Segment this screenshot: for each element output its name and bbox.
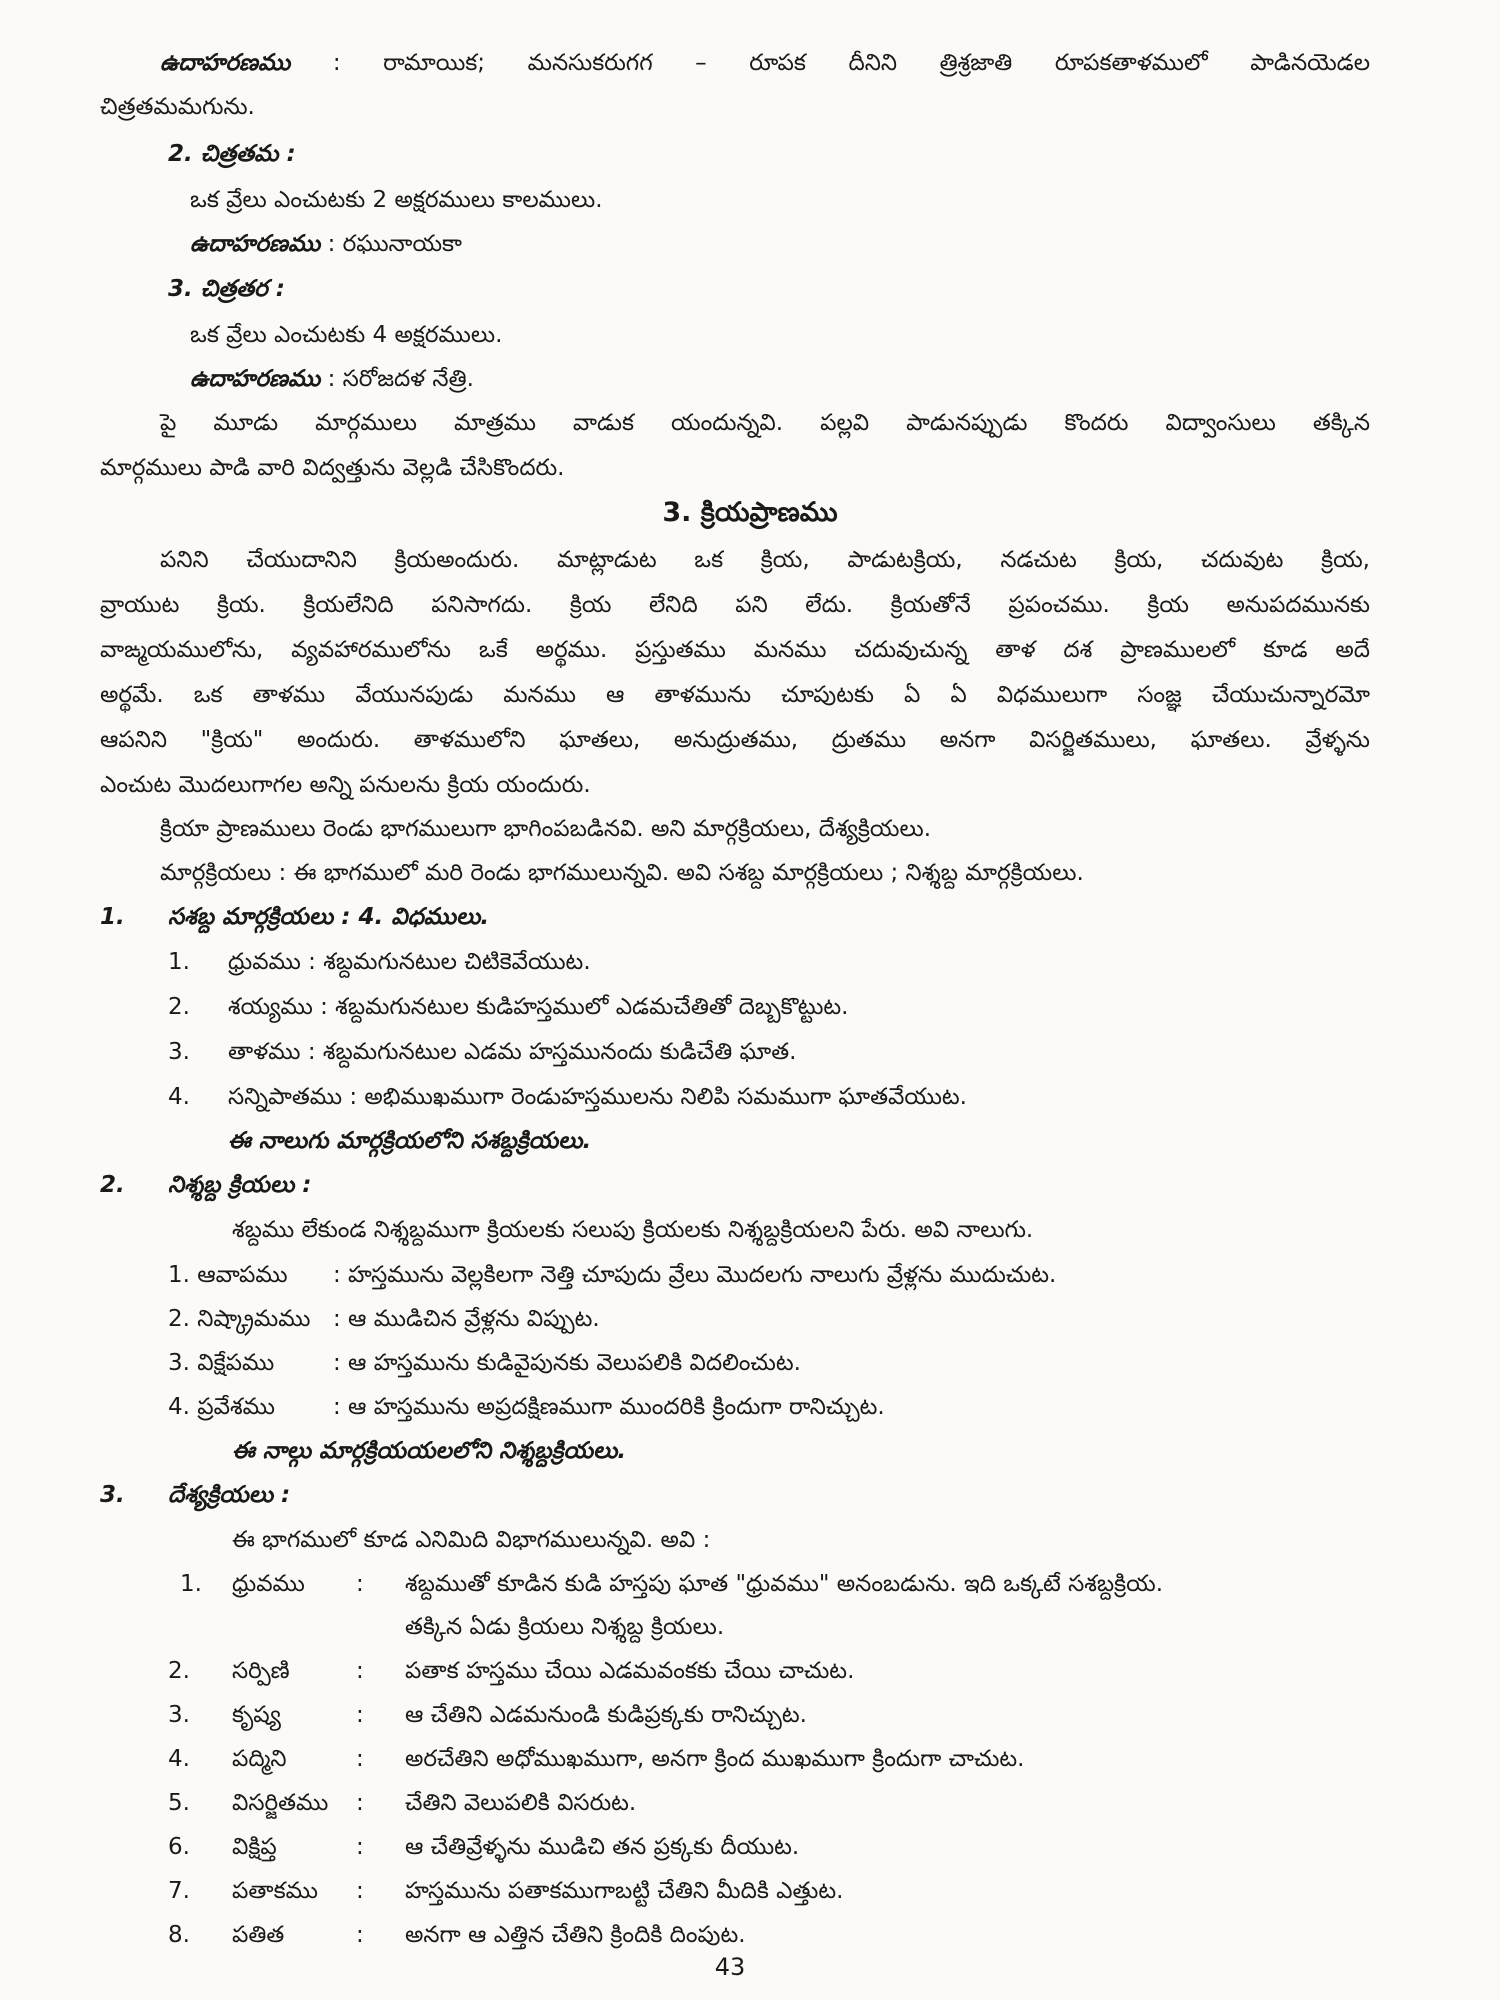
- sec2-item-name: 2. నిష్క్రామము: [168, 1306, 311, 1332]
- paragraph-1-line-2: మార్గములు పాడి వారి విద్వత్తును వెల్లడి చేసికొందరు.: [100, 455, 565, 481]
- sec2-item-name: 4. ప్రవేశము: [168, 1394, 275, 1420]
- sec1-item-text: ధ్రువము : శబ్దమగునటుల చిటికెవేయుట.: [228, 949, 591, 975]
- sec2-heading: నిశ్శబ్ద క్రియలు :: [168, 1172, 312, 1198]
- sec3-item-colon: :: [356, 1922, 364, 1948]
- marga-example-2: [190, 227, 462, 261]
- sec3-item-number: 6.: [168, 1834, 190, 1860]
- paragraph-3: క్రియా ప్రాణములు రెండు భాగములుగా భాగింపబడినవి. అని మార్గక్రియలు, దేశ్యక్రియలు.: [160, 816, 932, 842]
- sec2-item-text: : ఆ హస్తమును అప్రదక్షిణముగా ముందరికి క్రిందుగా రానిచ్చుట.: [333, 1394, 885, 1420]
- sec3-item-number: 4.: [168, 1746, 190, 1772]
- sec2-item-name: 1. ఆవాపము: [168, 1262, 288, 1288]
- sec2-item-text: : హస్తమును వెల్లకిలగా నెత్తి చూపుదు వ్రేలు మొదలగు నాలుగు వ్రేళ్లను ముదుచుట.: [333, 1262, 1057, 1288]
- sec3-item-colon: :: [356, 1571, 364, 1597]
- sec3-item-text: ఆ చేతిని ఎడమనుండి కుడిప్రక్కకు రానిచ్చుట.: [405, 1702, 807, 1728]
- sec3-item-number: 5.: [168, 1790, 190, 1816]
- sec3-item-colon: :: [356, 1658, 364, 1684]
- sec3-item-name: సర్పిణి: [232, 1658, 290, 1684]
- paragraph-2-line-2: వ్రాయుట క్రియ. క్రియలేనిది పనిసాగదు. క్రియ లేనిది పని లేదు. క్రియతోనే ప్రపంచము. క్రియ అనుపదమునకు: [100, 592, 1370, 618]
- sec2-item-name: 3. విక్షేపము: [168, 1350, 275, 1376]
- sec1-heading: సశబ్ద మార్గక్రియలు : 4. విధములు.: [168, 904, 490, 930]
- paragraph-1-line-1: పై మూడు మార్గములు మాత్రము వాడుక యందున్నవి. పల్లవి పాడునప్పుడు కొందరు విద్వాంసులు తక్కిన: [160, 410, 1370, 436]
- sec3-heading: దేశ్యక్రియలు :: [168, 1482, 291, 1508]
- sec3-item-text: శబ్దముతో కూడిన కుడి హస్తపు ఘాత "ధ్రువము" అనంబడును. ఇది ఒక్కటే సశబ్దక్రియ.: [405, 1571, 1164, 1597]
- sec3-item-text: అరచేతిని అధోముఖముగా, అనగా క్రింద ముఖముగా క్రిందుగా చాచుట.: [405, 1746, 1025, 1772]
- marga-heading-2: 2. చిత్రతమ :: [168, 141, 296, 167]
- sec3-item-colon: :: [356, 1790, 364, 1816]
- paragraph-2-line-1: పనిని చేయుదానిని క్రియఅందురు. మాట్లాడుట ఒక క్రియ, పాడుటక్రియ, నడచుట క్రియ, చదువుట క్రియ,: [160, 547, 1370, 573]
- sec2-footer: ఈ నాల్గు మార్గక్రియయలలోని నిశ్శబ్దక్రియలు.: [232, 1438, 627, 1464]
- sec1-item-text: తాళము : శబ్దమగునటుల ఎడమ హస్తమునందు కుడిచేతి ఘాత.: [228, 1039, 797, 1065]
- sec3-intro: ఈ భాగములో కూడ ఎనిమిది విభాగములున్నవి. అవి :: [232, 1527, 711, 1553]
- sec3-item-colon: :: [356, 1834, 364, 1860]
- section-title: 3. క్రియప్రాణము: [662, 497, 838, 528]
- paragraph-2-line-6: ఎంచుట మొదలుగాగల అన్ని పనులను క్రియ యందురు.: [100, 772, 591, 798]
- sec1-item-text: శయ్యము : శబ్దమగునటుల కుడిహస్తములో ఎడమచేతితో దెబ్బకొట్టుట.: [228, 994, 849, 1020]
- sec3-item-name: పతాకము: [232, 1878, 318, 1904]
- example-text: : సరోజదళ నేత్రి.: [327, 366, 474, 392]
- sec3-item-colon: :: [356, 1702, 364, 1728]
- example-label: ఉదాహరణము: [190, 231, 321, 257]
- paragraph-2-line-3: వాఙ్మయములోను, వ్యవహారములోను ఒకే అర్థము. ప్రస్తుతము మనము చదువుచున్న తాళ దశ ప్రాణములలో కూడ అదే: [100, 637, 1370, 663]
- example-label: ఉదాహరణము: [190, 366, 321, 392]
- sec3-item-name: విసర్జితము: [232, 1790, 329, 1816]
- sec1-item-number: 3.: [168, 1039, 190, 1065]
- sec3-item-colon: :: [356, 1746, 364, 1772]
- sec3-item-colon: :: [356, 1878, 364, 1904]
- example-text: : రామాయిక; మనసుకరుగగ – రూపక దీనిని త్రిశ్రజాతి రూపకతాళములో పాడినయెడల: [332, 50, 1371, 76]
- example-label: ఉదాహరణము: [160, 50, 291, 76]
- sec3-item-number: 1.: [180, 1571, 202, 1597]
- sec2-intro: శబ్దము లేకుండ నిశ్శబ్దముగా క్రియలకు సలుపు క్రియలకు నిశ్శబ్దక్రియలని పేరు. అవి నాలుగు.: [232, 1217, 1034, 1243]
- example-text: : రఘునాయకా: [327, 231, 462, 257]
- sec3-item-number: 8.: [168, 1922, 190, 1948]
- sec3-item-text: ఆ చేతివ్రేళ్ళను ముడిచి తన ప్రక్కకు దీయుట.: [405, 1834, 800, 1860]
- sec1-item-number: 4.: [168, 1084, 190, 1110]
- sec2-item-text: : ఆ ముడిచిన వ్రేళ్లను విప్పుట.: [333, 1306, 600, 1332]
- sec3-item-text-cont: తక్కిన ఏడు క్రియలు నిశ్శబ్ద క్రియలు.: [405, 1614, 725, 1640]
- marga-desc-2: ఒక వ్రేలు ఎంచుటకు 2 అక్షరములు కాలములు.: [190, 187, 603, 213]
- sec2-number: 2.: [100, 1172, 125, 1198]
- sec3-item-name: ధ్రువము: [232, 1571, 305, 1597]
- sec3-item-text: అనగా ఆ ఎత్తిన చేతిని క్రిందికి దింపుట.: [405, 1922, 746, 1948]
- marga-heading-3: 3. చిత్రతర :: [168, 276, 285, 302]
- paragraph-2-line-4: అర్థమే. ఒక తాళము వేయునపుడు మనము ఆ తాళమును చూపుటకు ఏ ఏ విధములుగా సంజ్ఞ చేయుచున్నారమో: [100, 682, 1370, 708]
- top-example-line: [160, 46, 1370, 80]
- page-number: 43: [714, 1953, 746, 1981]
- sec3-item-name: కృష్య: [232, 1702, 281, 1728]
- sec3-item-name: పతిత: [232, 1922, 285, 1948]
- sec3-item-name: విక్షిప్త: [232, 1834, 277, 1860]
- paragraph-2-line-5: ఆపనిని "క్రియ" అందురు. తాళములోని ఘాతలు, అనుద్రుతము, ద్రుతము అనగా విసర్జితములు, ఘాతలు. వ్రేళ్ళను: [100, 727, 1370, 753]
- top-example-cont: చిత్రతమమగును.: [100, 94, 255, 120]
- marga-desc-3: ఒక వ్రేలు ఎంచుటకు 4 అక్షరములు.: [190, 322, 503, 348]
- sec3-item-number: 3.: [168, 1702, 190, 1728]
- sec2-item-text: : ఆ హస్తమును కుడివైపునకు వెలుపలికి విదలించుట.: [333, 1350, 801, 1376]
- paragraph-4: మార్గక్రియలు : ఈ భాగములో మరి రెండు భాగములున్నవి. అవి సశబ్ద మార్గక్రియలు ; నిశ్శబ్ద మార్గక్రియలు.: [160, 860, 1084, 886]
- sec3-item-name: పద్మిని: [232, 1746, 287, 1772]
- sec3-number: 3.: [100, 1482, 125, 1508]
- sec1-footer: ఈ నాలుగు మార్గక్రియలోని సశబ్దక్రియలు.: [228, 1128, 592, 1154]
- sec1-item-text: సన్నిపాతము : అభిముఖముగా రెండుహస్తములను నిలిపి సమముగా ఘాతవేయుట.: [228, 1084, 967, 1110]
- sec3-item-number: 2.: [168, 1658, 190, 1684]
- marga-example-3: [190, 362, 474, 396]
- sec1-number: 1.: [100, 904, 125, 930]
- sec3-item-text: హస్తమును పతాకముగాబట్టి చేతిని మీదికి ఎత్తుట.: [405, 1878, 844, 1904]
- sec1-item-number: 2.: [168, 994, 190, 1020]
- sec3-item-text: చేతిని వెలుపలికి విసరుట.: [405, 1790, 637, 1816]
- sec1-item-number: 1.: [168, 949, 190, 975]
- sec3-item-text: పతాక హస్తము చేయి ఎడమవంకకు చేయి చాచుట.: [405, 1658, 855, 1684]
- sec3-item-number: 7.: [168, 1878, 190, 1904]
